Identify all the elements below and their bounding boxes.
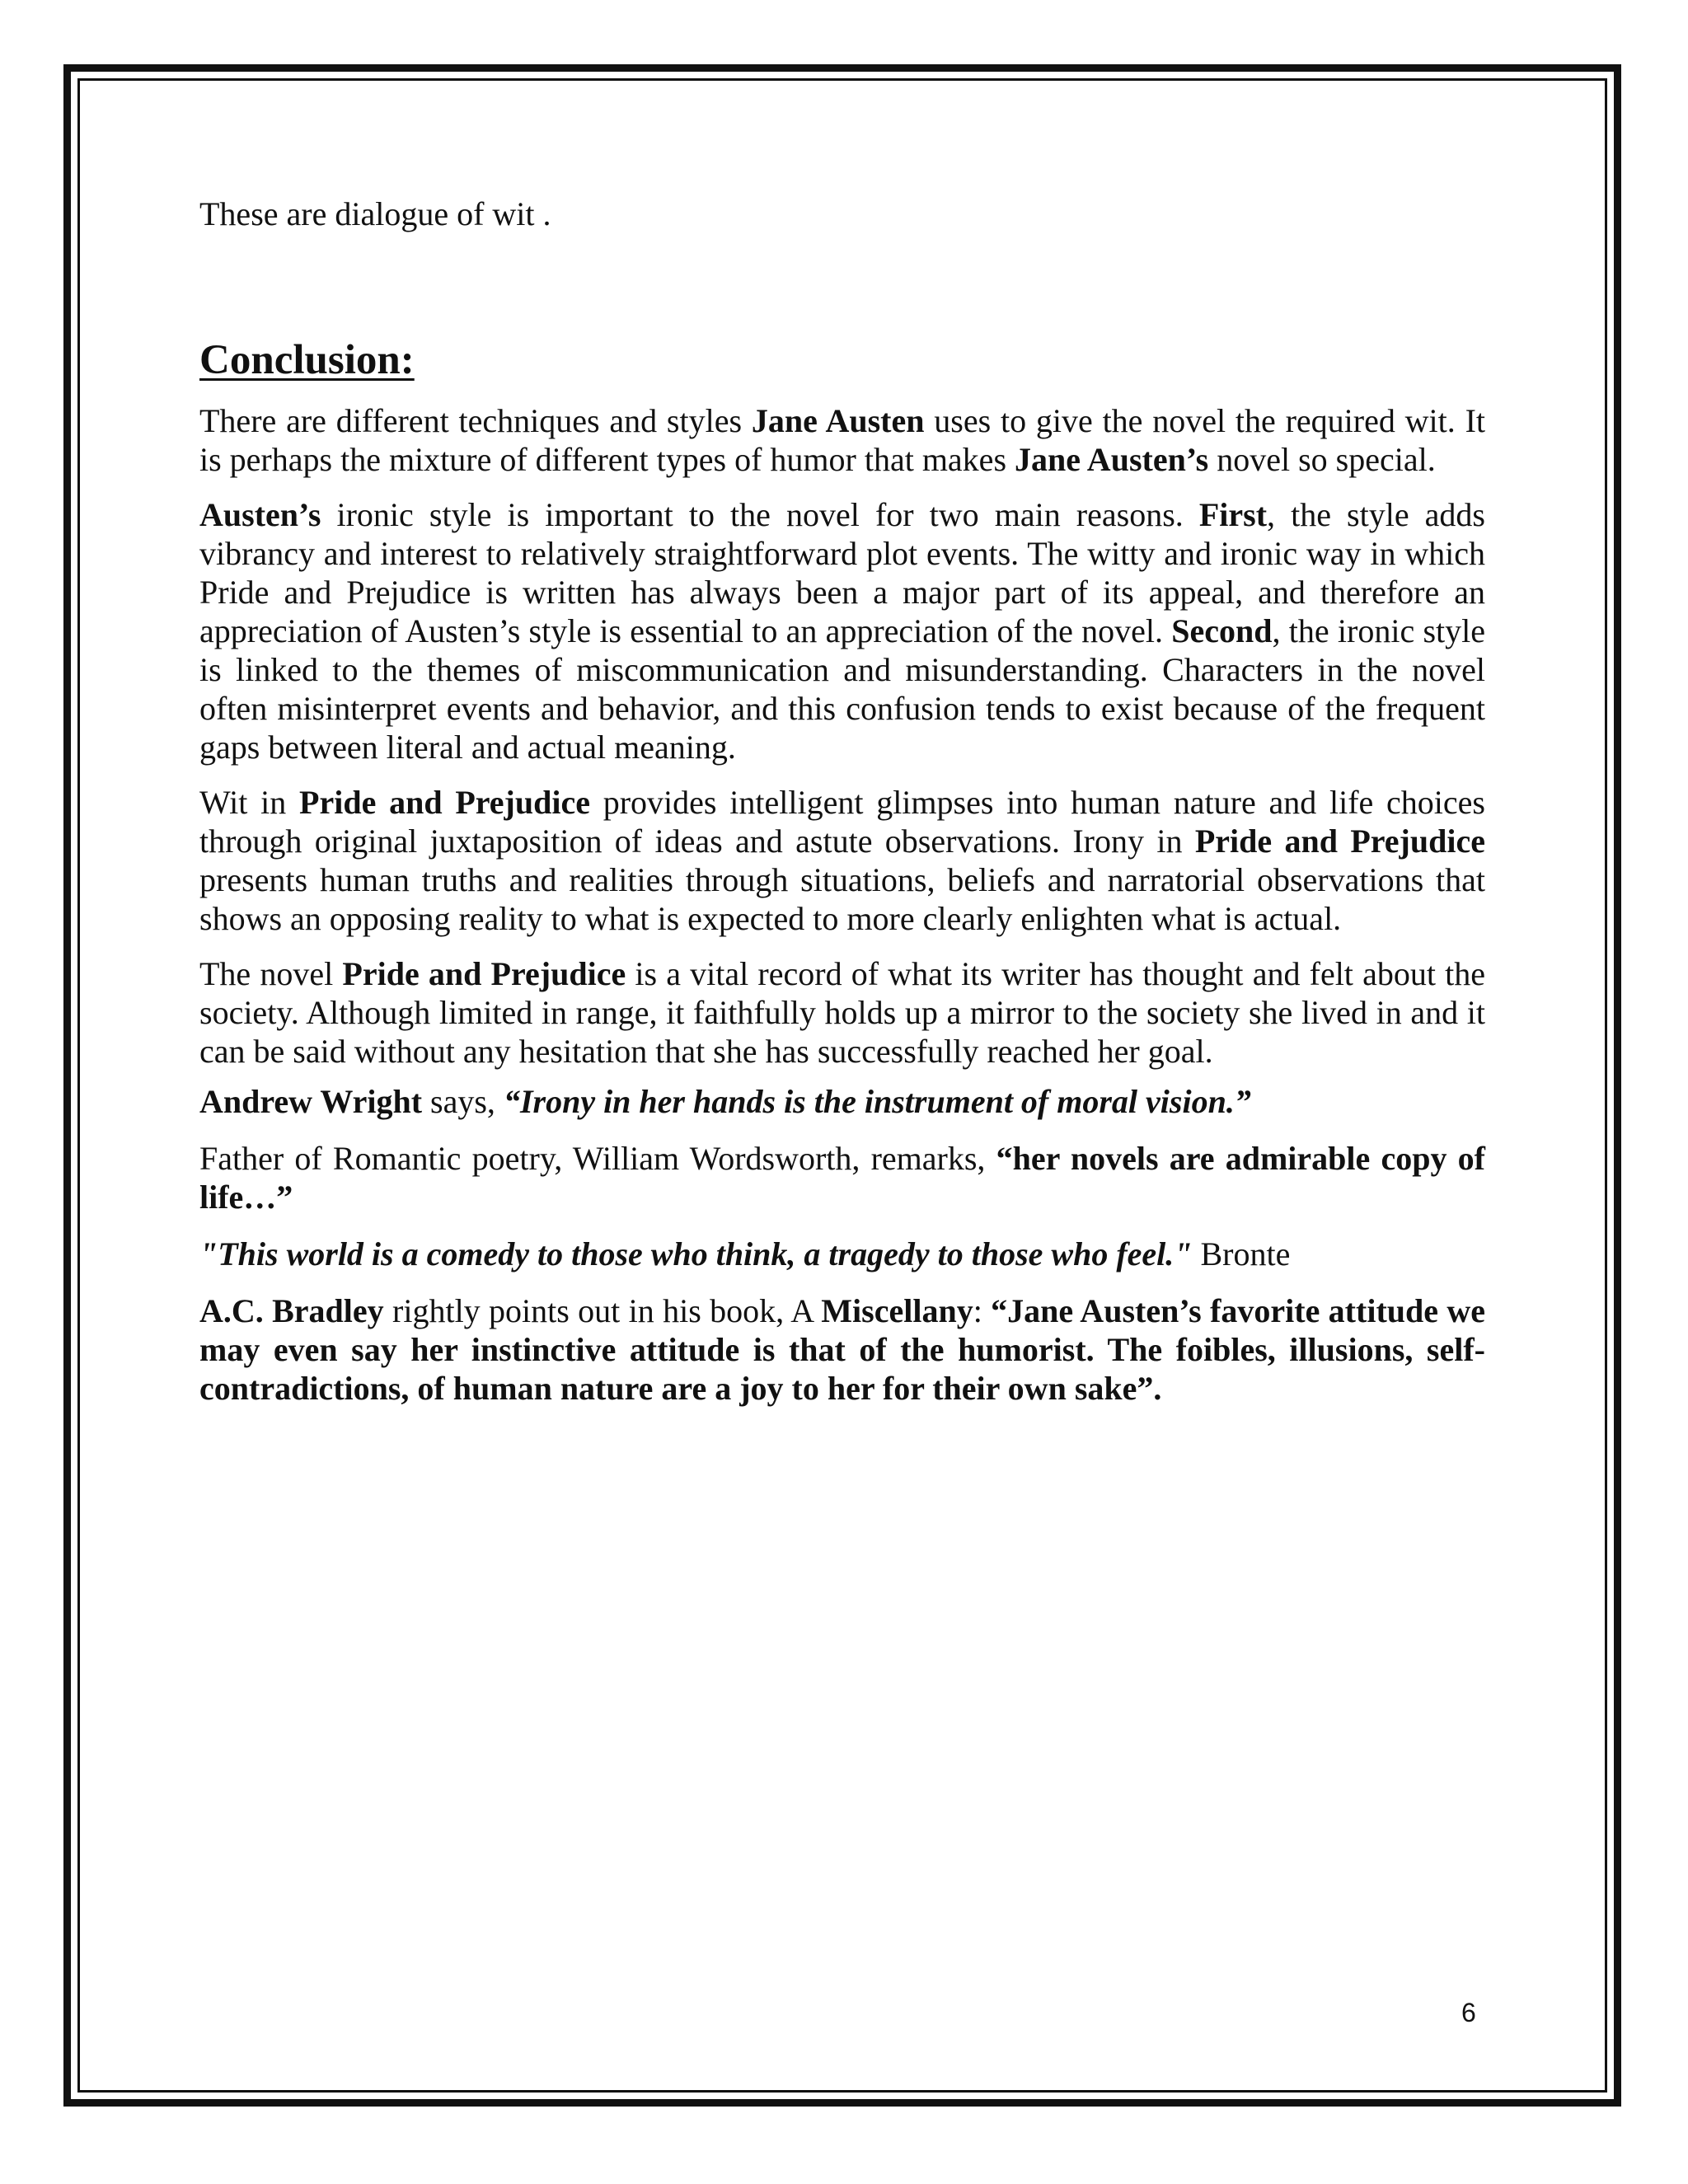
quote-bronte [199,1235,1485,1273]
intro-line: These are dialogue of wit . [199,195,551,232]
text-run: presents human truths and realities through situations, beliefs and narratorial observations that shows an opposing reality to what is expected to more clearly enlighten what is actual. [199,861,1485,937]
section-heading-conclusion: Conclusion: [199,337,415,383]
quote-wordsworth [199,1139,1485,1216]
text-run: Wit in [199,784,300,821]
paragraph-ironic-style [199,495,1485,766]
text-run: novel so special. [1208,441,1436,478]
text-run: Father of Romantic poetry, William Wordsworth, remarks, [199,1140,996,1177]
text-run: There are different techniques and styles [199,402,752,439]
bold-italic-quote: “Irony in her hands is the instrument of moral vision.” [503,1083,1251,1120]
bold-run: Austen’s [199,496,321,533]
bold-run: Pride and Prejudice [299,784,590,821]
bold-quote: “her novels are admirable copy of life…” [199,1140,1485,1216]
bold-run: Andrew Wright [199,1083,423,1120]
bold-quote: “Jane Austen’s favorite attitude we may even say her instinctive attitude is that of the humorist. The foibles, illusions, self-contradictions, of human nature are a joy to her for their own sake”. [199,1292,1485,1407]
text-run: : [973,1292,992,1329]
text-run: says, [422,1083,504,1120]
paragraph-wit [199,783,1485,938]
bold-run: Pride and Prejudice [342,955,626,992]
text-run: , the style adds vibrancy and interest to relatively straightforward plot events. The witty and ironic way in which Pride and Prejudice is written has always been a major part of its appeal, and therefore an appreciation of Austen’s style is essential to an appreciation of the novel. [199,496,1485,649]
page-number: 6 [1461,1998,1476,2027]
text-run: uses to give the novel the required wit. It is perhaps the mixture of different types of humor that makes [199,402,1486,478]
paragraph-techniques [199,401,1485,479]
quote-bradley [199,1291,1485,1408]
text-run: , the ironic style is linked to the themes of miscommunication and misunderstanding. Characters in the novel often misinterpret events and behavior, and this confusion tends to exist because of the frequent gaps between literal and actual meaning. [199,612,1485,766]
bold-run: A.C. Bradley [199,1292,384,1329]
text-run: Bronte [1192,1235,1291,1272]
bold-run: Second [1171,612,1273,649]
text-run: provides intelligent glimpses into human nature and life choices through original juxtaposition of ideas and astute observations. Irony in [199,784,1485,860]
bold-run: Jane Austen [751,402,925,439]
bold-italic-quote: "This world is a comedy to those who think, a tragedy to those who feel." [199,1235,1193,1272]
text-run: The novel [199,955,343,992]
quote-andrew-wright [199,1082,1485,1121]
bold-run: Miscellany [821,1292,973,1329]
text-run: rightly points out in his book, A [383,1292,822,1329]
document-body [199,194,1485,1408]
text-run: is a vital record of what its writer has thought and felt about the society. Although limited in range, it faithfully holds up a mirror to the society she lived in and it can be said without any hesitation that she has successfully reached her goal. [199,955,1485,1070]
text-run: ironic style is important to the novel for two main reasons. [321,496,1199,533]
bold-run: Pride and Prejudice [1194,823,1485,860]
bold-run: Jane Austen’s [1015,441,1209,478]
paragraph-vital-record [199,954,1485,1071]
bold-run: First [1198,496,1268,533]
